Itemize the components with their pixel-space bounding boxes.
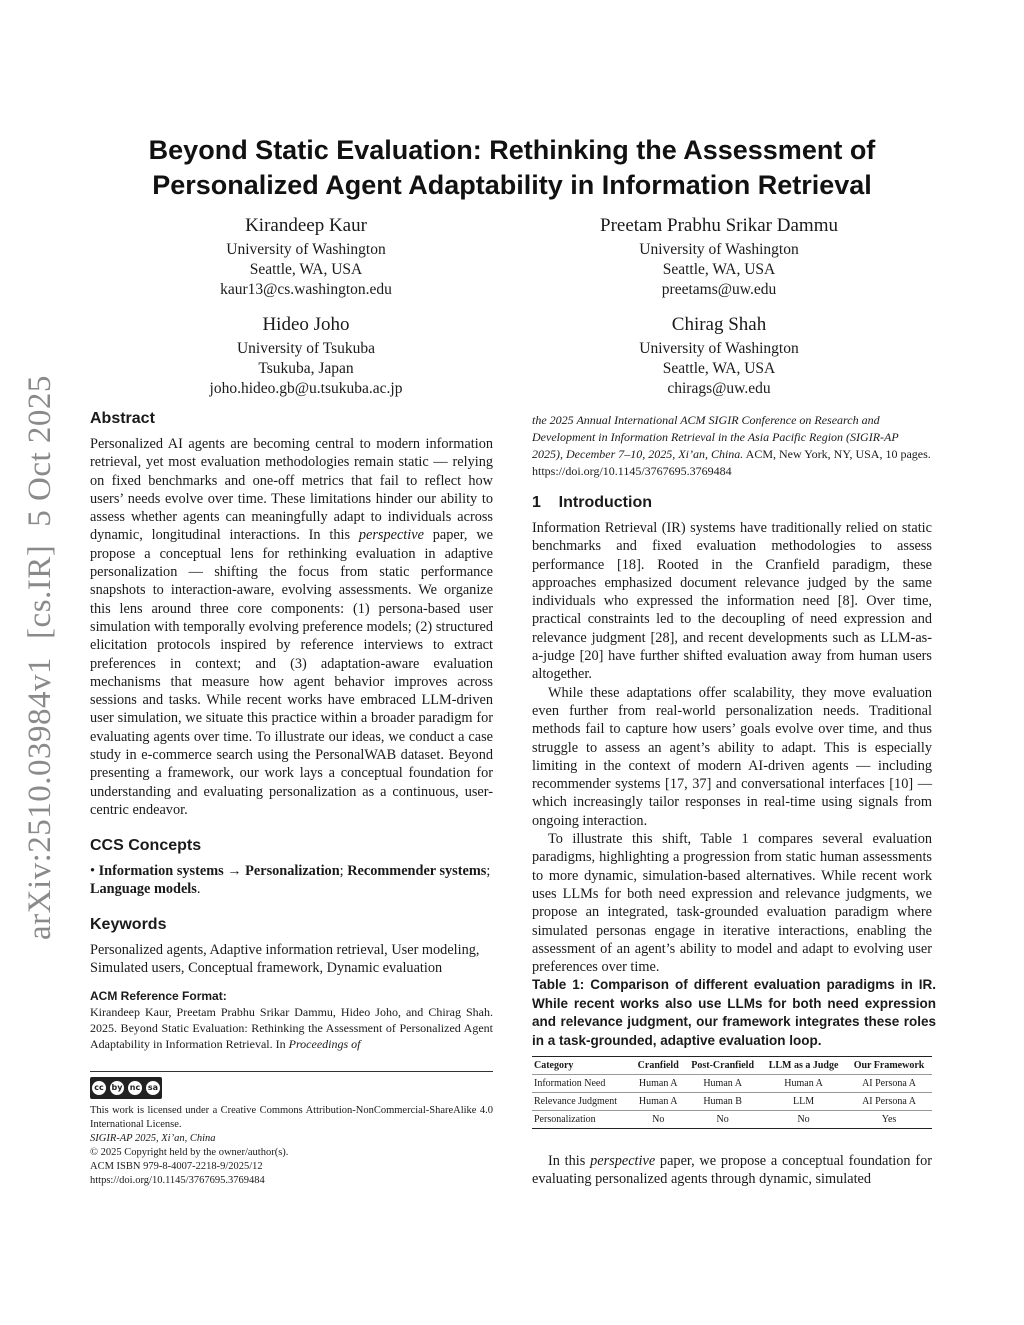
abstract-emphasis: perspective bbox=[358, 527, 424, 544]
license-block bbox=[90, 1104, 493, 1188]
ccs-sep-2: ; bbox=[486, 863, 491, 879]
table-cell: AI Persona A bbox=[846, 1075, 932, 1093]
table-header-cell: Our Framework bbox=[853, 1060, 925, 1071]
table-header-cell: Cranfield bbox=[637, 1060, 679, 1071]
table-cell: No bbox=[761, 1111, 846, 1129]
author-email: joho.hideo.gb@u.tsukuba.ac.jp bbox=[209, 380, 403, 397]
author-name: Hideo Joho bbox=[262, 314, 350, 335]
table-header-row bbox=[532, 1057, 932, 1075]
acm-reference-label: ACM Reference Format: bbox=[90, 989, 227, 1003]
closing-emphasis: perspective bbox=[590, 1153, 656, 1169]
author-affiliation: University of Washington bbox=[226, 241, 386, 258]
license-text: This work is licensed under a Creative Commons Attribution-NonCommercial-ShareAlike 4.0 International License. bbox=[90, 1105, 493, 1130]
author-location: Seattle, WA, USA bbox=[662, 360, 776, 377]
ccs-arrow: → bbox=[227, 863, 242, 879]
cc-icon: cc bbox=[92, 1081, 106, 1095]
abstract-section bbox=[90, 409, 493, 819]
ccs-end: . bbox=[196, 881, 201, 898]
license-copyright: © 2025 Copyright held by the owner/author(s). bbox=[90, 1147, 289, 1158]
title-line-1: Beyond Static Evaluation: Rethinking the Assessment of bbox=[148, 135, 876, 165]
author-block bbox=[539, 214, 899, 300]
intro-paragraph: To illustrate this shift, Table 1 compares several evaluation paradigms, highlighting a progression from static human assessments to more dynamic, simulation-based alternatives. While recent work uses LLMs for both need expression and relevance judgments, we propose an integrated, task-grounded evaluation paradigm where simulated personas engage in iterative interactions, enabling the assessment of an agent’s ability to model and adapt to evolving user preferences over time. bbox=[532, 831, 932, 976]
introduction-section bbox=[532, 493, 932, 976]
venue-emphasis: the 2025 Annual International ACM SIGIR Conference on Research and Development in Information Retrieval in the Asia Pacific Region (SIGIR-AP 2025), December 7–10, 2025, Xi’an, China. bbox=[532, 413, 899, 461]
author-email: chirags@uw.edu bbox=[667, 380, 771, 397]
ccs-sep-1: ; bbox=[339, 863, 344, 879]
arxiv-category: [cs.IR] bbox=[22, 544, 58, 639]
table-cell: Relevance Judgment bbox=[532, 1093, 632, 1111]
sa-icon: sa bbox=[146, 1081, 160, 1095]
introduction-heading: 1 Introduction bbox=[532, 494, 652, 511]
venue-text bbox=[532, 412, 932, 480]
title-line-2: Personalized Agent Adaptability in Information Retrieval bbox=[152, 170, 872, 200]
table-cell: LLM bbox=[761, 1093, 846, 1111]
acm-reference bbox=[90, 988, 493, 1052]
ccs-term-3: Recommender systems bbox=[347, 863, 487, 879]
table-cell: Human A bbox=[761, 1075, 846, 1093]
author-email: kaur13@cs.washington.edu bbox=[220, 281, 392, 298]
keywords-section bbox=[90, 915, 493, 978]
author-affiliation: University of Washington bbox=[639, 241, 799, 258]
table-cell: Personalization bbox=[532, 1111, 632, 1129]
table-cell: Human A bbox=[632, 1075, 684, 1093]
author-location: Seattle, WA, USA bbox=[662, 261, 776, 278]
closing-paragraph bbox=[532, 1152, 932, 1189]
author-name: Preetam Prabhu Srikar Dammu bbox=[600, 215, 838, 236]
license-isbn: ACM ISBN 979-8-4007-2218-9/2025/12 bbox=[90, 1161, 263, 1172]
table-cell: Information Need bbox=[532, 1075, 632, 1093]
author-block bbox=[539, 313, 899, 399]
ccs-text bbox=[90, 862, 493, 899]
table-header-cell: LLM as a Judge bbox=[768, 1060, 839, 1071]
venue-continuation bbox=[532, 412, 932, 480]
author-block bbox=[126, 313, 486, 399]
ccs-heading: CCS Concepts bbox=[90, 837, 202, 854]
acm-reference-body: Kirandeep Kaur, Preetam Prabhu Srikar Dammu, Hideo Joho, and Chirag Shah. 2025. Beyond Static Evaluation: Rethinking the Assessment of Personalized Agent Adaptability in Information Retrieval. In bbox=[90, 1005, 493, 1051]
intro-paragraph: While these adaptations offer scalability, they move evaluation even further from real-world personalization needs. Traditional methods fail to capture how users’ goals evolve over time, and thus struggle to assess an agent’s ability to adapt. This is especially limiting in the context of modern AI-driven agents — including recommender systems [17, 37] and conversational interfaces [10] — which increasingly tailor responses in real-time using signals from ongoing interaction. bbox=[532, 684, 932, 829]
table-cell: AI Persona A bbox=[846, 1093, 932, 1111]
ccs-term-1: Information systems bbox=[98, 863, 224, 879]
author-name: Chirag Shah bbox=[671, 314, 767, 335]
by-icon: by bbox=[110, 1081, 124, 1095]
table-cell: Human A bbox=[684, 1075, 761, 1093]
arxiv-date: 5 Oct 2025 bbox=[22, 375, 58, 527]
keywords-heading: Keywords bbox=[90, 916, 167, 933]
table-row bbox=[532, 1093, 932, 1111]
table-row bbox=[532, 1075, 932, 1093]
creative-commons-badge bbox=[90, 1077, 162, 1099]
license-venue: SIGIR-AP 2025, Xi’an, China bbox=[90, 1133, 216, 1144]
keywords-text: Personalized agents, Adaptive information retrieval, User modeling, Simulated users, Conceptual framework, Dynamic evaluation bbox=[90, 942, 480, 977]
table-cell: Human A bbox=[632, 1093, 684, 1111]
venue-rest: ACM, New York, NY, USA, 10 pages. https://doi.org/10.1145/3767695.3769484 bbox=[532, 447, 931, 478]
table-cell: Yes bbox=[846, 1111, 932, 1129]
author-location: Seattle, WA, USA bbox=[249, 261, 363, 278]
acm-reference-text bbox=[90, 1004, 493, 1052]
abstract-heading: Abstract bbox=[90, 410, 155, 427]
intro-paragraph: Information Retrieval (IR) systems have traditionally relied on static benchmarks and fixed evaluation methodologies to assess performance [18]. Rooted in the Cranfield paradigm, these approaches emphasized document relevance judged by the same individuals who expressed the information need [8]. Over time, practical constraints led to the decoupling of need expression and relevance judgment [28], and recent developments such as LLM-as-a-judge [20] have further shifted evaluation away from human users altogether. bbox=[532, 520, 932, 683]
ccs-term-2: Personalization bbox=[245, 863, 340, 879]
closing-part-1: In this bbox=[548, 1153, 591, 1169]
abstract-part-2: paper, we propose a conceptual lens for rethinking evaluation in adaptive personalization — shifting the focus from static performance snapshots to interaction-aware, evolving assessments. We organize this lens around three core components: (1) persona-based user simulation with temporally evolving preference models; (2) structured elicitation protocols inspired by reference interviews to extract preferences in context; and (3) adaptation-aware evaluation mechanisms that measure how agent behavior improves across sessions and tasks. While recent works have embraced LLM-driven user simulation, we situate this practice within a broader paradigm for evaluating agents over time. To illustrate our ideas, we conduct a case study in e-commerce search using the PersonalWAB dataset. Beyond presenting a framework, our work lays a conceptual foundation for understanding and evaluating personalization as a continuous, user-centric endeavor. bbox=[90, 527, 493, 818]
license-doi[interactable]: https://doi.org/10.1145/3767695.3769484 bbox=[90, 1175, 265, 1186]
author-affiliation: University of Washington bbox=[639, 340, 799, 357]
ccs-section bbox=[90, 836, 493, 899]
ccs-bullet: • bbox=[90, 863, 96, 879]
table-header-cell: Category bbox=[534, 1060, 574, 1071]
table-header-cell: Post-Cranfield bbox=[691, 1060, 755, 1071]
table-cell: Human B bbox=[684, 1093, 761, 1111]
table-cell: No bbox=[632, 1111, 684, 1129]
closing-part-2: paper, we propose a conceptual foundation for evaluating personalized agents through dynamic, simulated bbox=[532, 1153, 932, 1188]
arxiv-id: arXiv:2510.03984v1 bbox=[22, 656, 58, 940]
acm-reference-emphasis: Proceedings of bbox=[288, 1037, 361, 1051]
author-block bbox=[126, 214, 486, 300]
author-location: Tsukuba, Japan bbox=[258, 360, 354, 377]
table-row bbox=[532, 1111, 932, 1129]
comparison-table bbox=[532, 1056, 932, 1129]
footnote-divider bbox=[90, 1071, 493, 1072]
author-affiliation: University of Tsukuba bbox=[236, 340, 376, 357]
arxiv-side-stamp bbox=[22, 375, 59, 940]
ccs-term-4: Language models bbox=[90, 881, 197, 898]
paper-title bbox=[110, 133, 914, 203]
table-cell: No bbox=[684, 1111, 761, 1129]
closing-text bbox=[532, 1152, 932, 1189]
author-name: Kirandeep Kaur bbox=[245, 215, 367, 236]
nc-icon: nc bbox=[128, 1081, 142, 1095]
abstract-text bbox=[90, 435, 493, 819]
abstract-part-1: Personalized AI agents are becoming central to modern information retrieval, yet most evaluation methodologies remain static — relying on fixed benchmarks and one-off metrics that fail to reflect how users’ needs evolve over time. These limitations hinder our ability to assess whether agents can meaningfully adapt to individuals across dynamic, longitudinal interactions. In this bbox=[90, 436, 493, 544]
author-email: preetams@uw.edu bbox=[661, 281, 777, 298]
table-caption: Table 1: Comparison of different evaluation paradigms in IR. While recent works also use LLMs for both need expression and relevance judgment, our framework integrates these roles in a task-grounded, adaptive evaluation loop. bbox=[532, 977, 936, 1048]
